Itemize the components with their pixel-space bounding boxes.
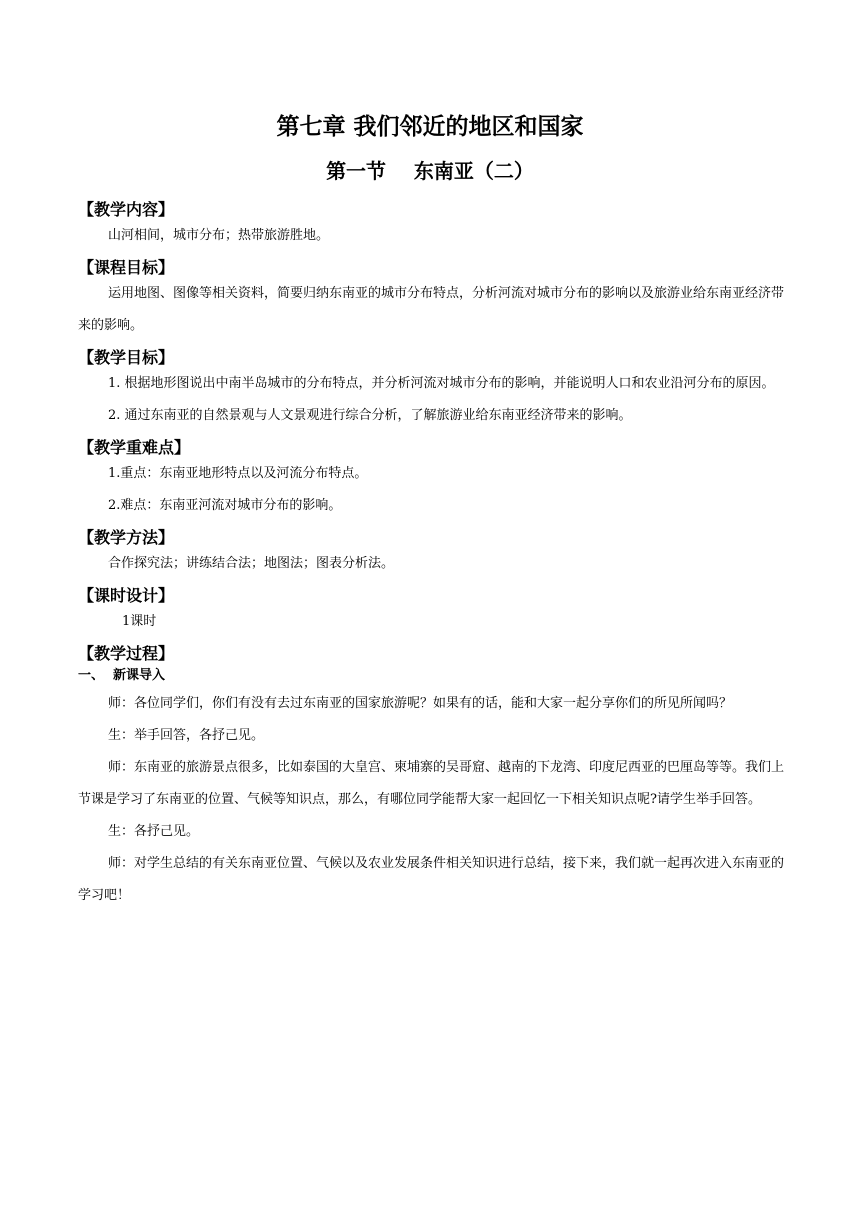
process-subheading: 一、 新课导入 xyxy=(78,668,166,683)
section-title: 第一节 东南亚（二） xyxy=(326,159,534,183)
heading-course-goal: 【课程目标】 xyxy=(78,258,175,277)
teaching-goal-item: 2. 通过东南亚的自然景观与人文景观进行综合分析，了解旅游业给东南亚经济带来的影响。 xyxy=(108,408,632,423)
process-paragraph: 师：对学生总结的有关东南亚位置、气候以及农业发展条件相关知识进行总结，接下来，我们就一起再次进入东南亚的学习吧！ xyxy=(78,856,785,903)
course-goal-text: 运用地图、图像等相关资料，简要归纳东南亚的城市分布特点，分析河流对城市分布的影响以及旅游业给东南亚经济带来的影响。 xyxy=(78,286,785,333)
heading-teaching-content: 【教学内容】 xyxy=(78,200,175,219)
methods-text: 合作探究法；讲练结合法；地图法；图表分析法。 xyxy=(108,556,395,571)
heading-methods: 【教学方法】 xyxy=(78,528,175,547)
teaching-content-text: 山河相间，城市分布；热带旅游胜地。 xyxy=(108,228,330,243)
process-paragraph: 生：举手回答，各抒己见。 xyxy=(108,728,265,743)
heading-key-points: 【教学重难点】 xyxy=(78,438,191,457)
heading-lesson-design: 【课时设计】 xyxy=(78,586,175,605)
lesson-design-text: 1课时 xyxy=(122,614,157,629)
process-paragraph: 生：各抒己见。 xyxy=(108,824,200,839)
process-paragraph: 师：各位同学们，你们有没有去过东南亚的国家旅游呢？如果有的话，能和大家一起分享你们的所见所闻吗？ xyxy=(108,696,733,711)
teaching-goal-item: 1. 根据地形图说出中南半岛城市的分布特点，并分析河流对城市分布的影响，并能说明人口和农业沿河分布的原因。 xyxy=(108,376,775,391)
process-paragraph: 师：东南亚的旅游景点很多，比如泰国的大皇宫、柬埔寨的吴哥窟、越南的下龙湾、印度尼西亚的巴厘岛等等。我们上节课是学习了东南亚的位置、气候等知识点，那么，有哪位同学能帮大家一起回忆一下相关知识点呢?请学生举手回答。 xyxy=(78,760,785,807)
heading-process: 【教学过程】 xyxy=(78,644,175,663)
document-body xyxy=(78,200,784,912)
key-point-item: 2.难点：东南亚河流对城市分布的影响。 xyxy=(108,498,342,513)
key-point-item: 1.重点：东南亚地形特点以及河流分布特点。 xyxy=(108,466,368,481)
heading-teaching-goal: 【教学目标】 xyxy=(78,348,175,367)
chapter-title: 第七章 我们邻近的地区和国家 xyxy=(276,114,584,140)
